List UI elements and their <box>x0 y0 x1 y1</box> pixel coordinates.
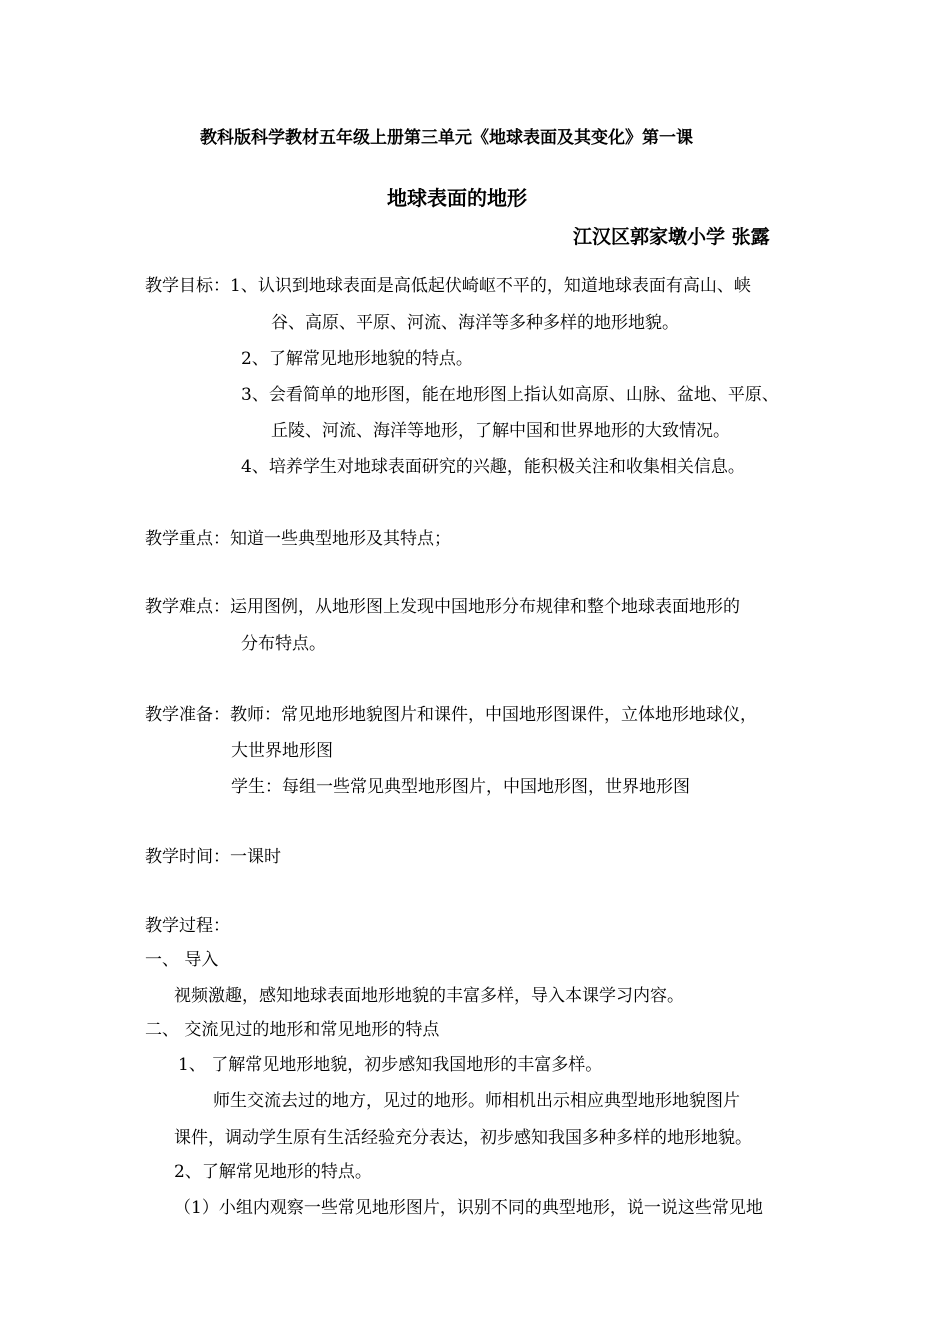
preparation-line-3: 学生：每组一些常见典型地形图片，中国地形图，世界地形图 <box>231 777 690 797</box>
key-points: 教学重点：知道一些典型地形及其特点； <box>145 529 451 549</box>
objectives-line-2: 谷、高原、平原、河流、海洋等多种多样的地形地貌。 <box>271 313 679 333</box>
teaching-time: 教学时间：一课时 <box>145 847 281 867</box>
section-2-item-2-para-line-1: （1）小组内观察一些常见地形图片，识别不同的典型地形，说一说这些常见地 <box>174 1198 763 1218</box>
section-2-item-1-para-line-1: 师生交流去过的地方，见过的地形。师相机出示相应典型地形地貌图片 <box>213 1091 740 1111</box>
preparation-line-1: 教学准备：教师：常见地形地貌图片和课件，中国地形图课件，立体地形地球仪， <box>145 705 757 725</box>
objectives-line-1: 教学目标：1、认识到地球表面是高低起伏崎岖不平的，知道地球表面有高山、峡 <box>145 276 751 296</box>
difficulties-line-1: 教学难点：运用图例，从地形图上发现中国地形分布规律和整个地球表面地形的 <box>145 597 740 617</box>
section-1-body: 视频激趣，感知地球表面地形地貌的丰富多样，导入本课学习内容。 <box>174 986 684 1006</box>
document-header: 教科版科学教材五年级上册第三单元《地球表面及其变化》第一课 <box>200 128 693 148</box>
section-1-title: 一、 导入 <box>145 950 219 970</box>
objectives-line-4: 3、会看简单的地形图，能在地形图上指认如高原、山脉、盆地、平原、 <box>241 385 779 405</box>
section-2-title: 二、 交流见过的地形和常见地形的特点 <box>145 1020 440 1040</box>
objectives-line-5: 丘陵、河流、海洋等地形，了解中国和世界地形的大致情况。 <box>271 421 730 441</box>
section-2-item-1: 1、 了解常见地形地貌，初步感知我国地形的丰富多样。 <box>178 1055 603 1075</box>
difficulties-line-2: 分布特点。 <box>241 634 326 654</box>
section-2-item-2: 2、了解常见地形的特点。 <box>174 1162 372 1182</box>
document-title: 地球表面的地形 <box>387 186 527 210</box>
document-author: 江汉区郭家墩小学 张露 <box>573 226 770 248</box>
objectives-line-6: 4、培养学生对地球表面研究的兴趣，能积极关注和收集相关信息。 <box>241 457 745 477</box>
section-2-item-1-para-line-2: 课件，调动学生原有生活经验充分表达，初步感知我国多种多样的地形地貌。 <box>174 1128 752 1148</box>
preparation-line-2: 大世界地形图 <box>231 741 333 761</box>
objectives-line-3: 2、了解常见地形地貌的特点。 <box>241 349 473 369</box>
process-heading: 教学过程： <box>145 916 230 936</box>
